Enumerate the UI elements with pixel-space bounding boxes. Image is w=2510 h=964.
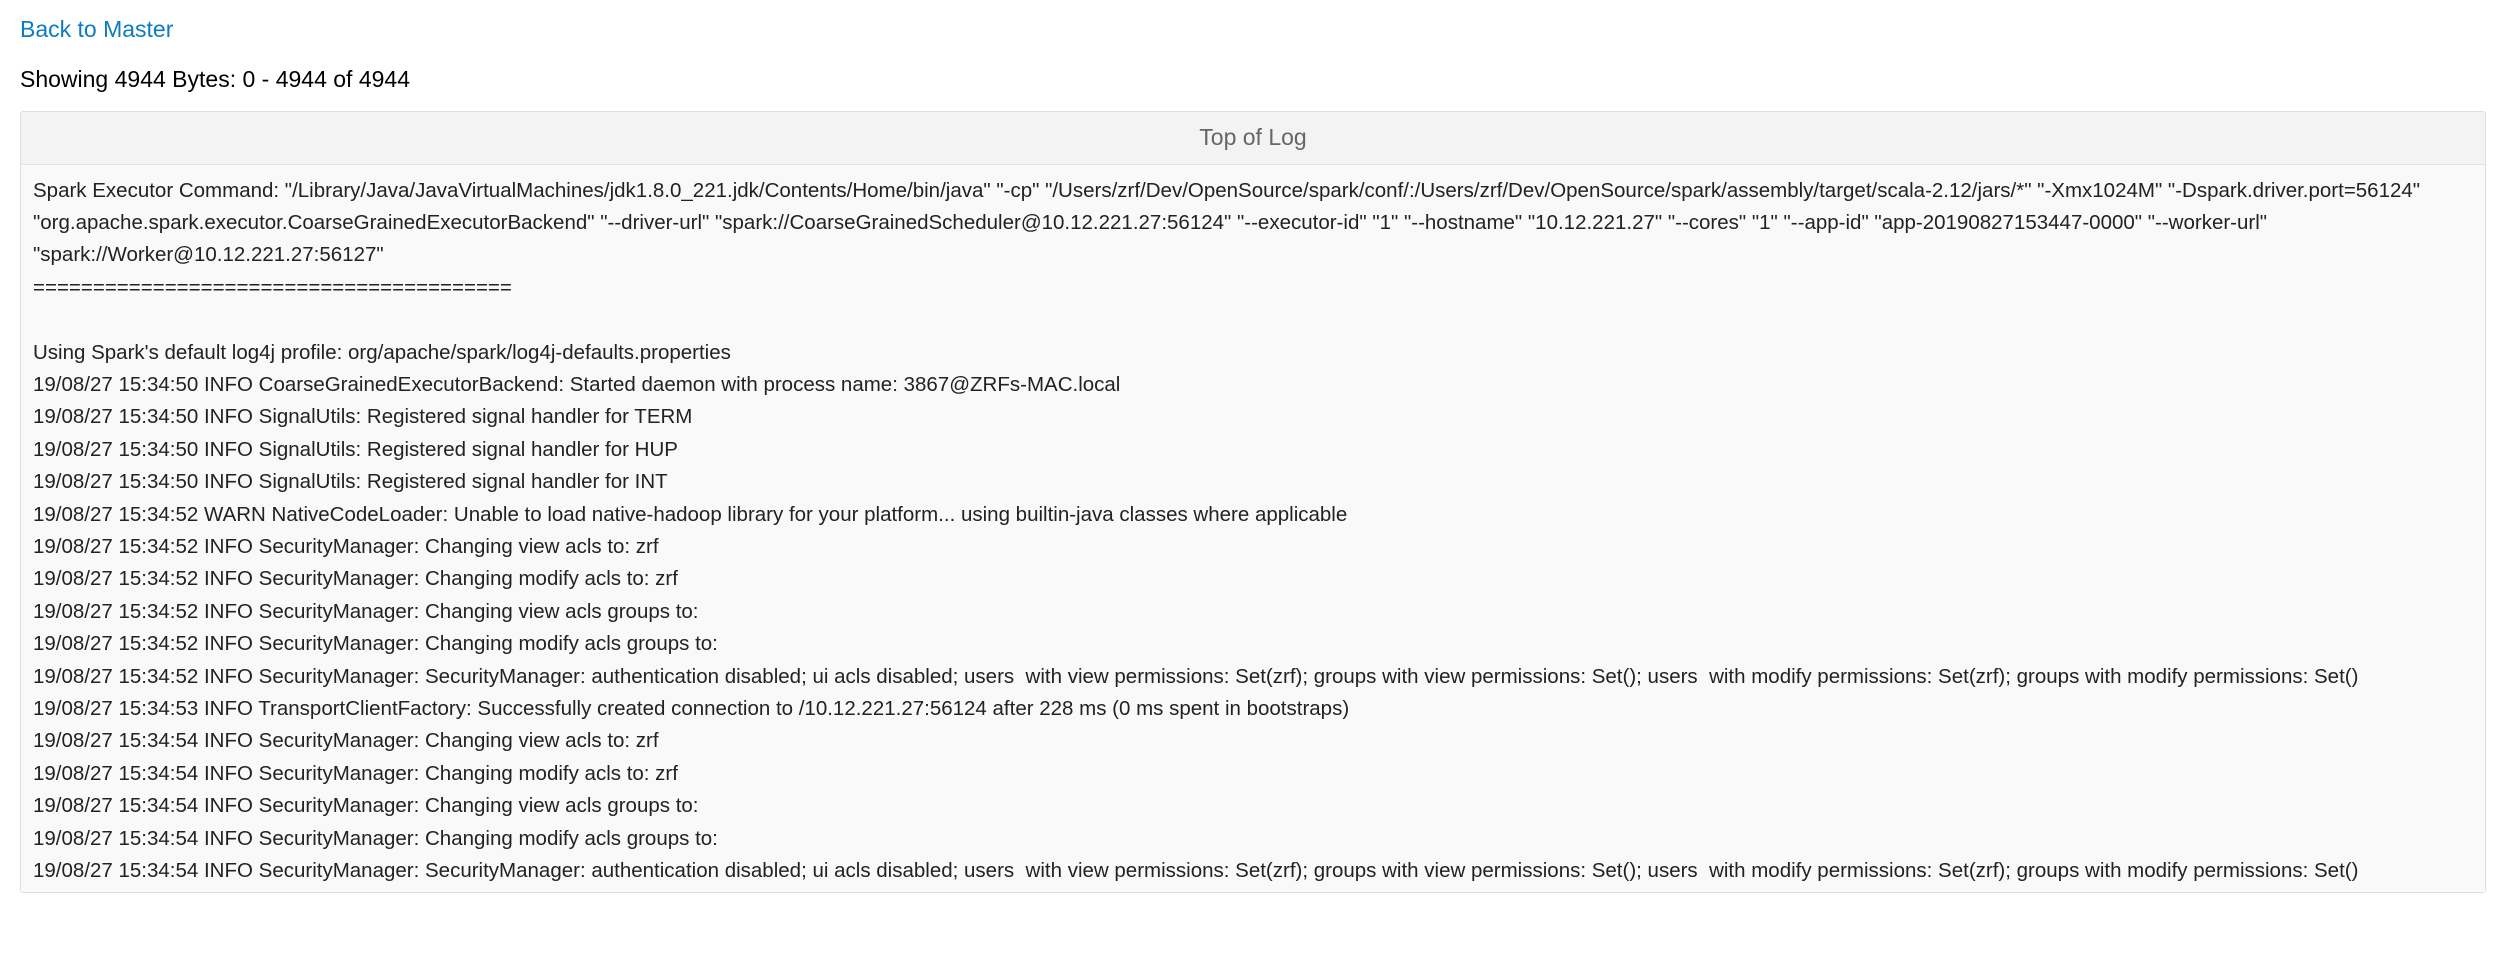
log-content[interactable] [21, 165, 2485, 892]
log-line: 19/08/27 15:34:50 INFO SignalUtils: Registered signal handler for TERM [33, 405, 693, 429]
log-line: 19/08/27 15:34:52 INFO SecurityManager: Changing modify acls groups to: [33, 632, 718, 656]
log-line: 19/08/27 15:34:54 INFO SecurityManager: SecurityManager: authentication disabled; ui acls disabled; users with view permissions: Set(zrf); groups with view permissions: Set(); users with modify permissions: Set(zrf); groups with modify permissions: Set() [33, 859, 2359, 883]
log-line: 19/08/27 15:34:54 INFO SecurityManager: Changing modify acls to: zrf [33, 761, 678, 785]
log-line: 19/08/27 15:34:50 INFO SignalUtils: Registered signal handler for INT [33, 470, 668, 494]
log-line: ======================================== [33, 275, 512, 299]
log-line: 19/08/27 15:34:50 INFO CoarseGrainedExecutorBackend: Started daemon with process name: 3867@ZRFs-MAC.local [33, 373, 1121, 397]
log-line: 19/08/27 15:34:54 INFO SecurityManager: Changing modify acls groups to: [33, 826, 718, 850]
log-line: 19/08/27 15:34:52 WARN NativeCodeLoader: Unable to load native-hadoop library for your platform... using builtin-java classes where applicable [33, 502, 1348, 526]
log-line [33, 304, 2473, 336]
log-line: 19/08/27 15:34:54 INFO SecurityManager: Changing view acls to: zrf [33, 729, 659, 753]
log-line: 19/08/27 15:34:54 INFO SecurityManager: Changing view acls groups to: [33, 794, 699, 818]
log-line: 19/08/27 15:34:50 INFO SignalUtils: Registered signal handler for HUP [33, 437, 678, 461]
showing-bytes-status: Showing 4944 Bytes: 0 - 4944 of 4944 [20, 65, 411, 92]
log-panel-header: Top of Log [21, 112, 2485, 165]
log-line: Using Spark's default log4j profile: org/apache/spark/log4j-defaults.properties [33, 340, 731, 364]
log-line: 19/08/27 15:34:52 INFO SecurityManager: Changing modify acls to: zrf [33, 567, 678, 591]
log-line: 19/08/27 15:34:52 INFO SecurityManager: Changing view acls groups to: [33, 599, 699, 623]
back-to-master-link[interactable]: Back to Master [20, 16, 174, 42]
log-panel [20, 111, 2486, 893]
log-line: 19/08/27 15:34:53 INFO TransportClientFactory: Successfully created connection to /10.12.221.27:56124 after 228 ms (0 ms spent in bootstraps) [33, 697, 1350, 721]
log-line: Spark Executor Command: "/Library/Java/JavaVirtualMachines/jdk1.8.0_221.jdk/Contents/Home/bin/java" "-cp" "/Users/zrf/Dev/OpenSource/spark/conf/:/Users/zrf/Dev/OpenSource/spark/assembly/target/scala-2.12/jars/*" "-Xmx1024M" "-Dspark.driver.port=56124" "org.apache.spark.executor.CoarseGrainedExecutorBackend" "--driver-url" "spark://CoarseGrainedScheduler@10.12.221.27:56124" "--executor-id" "1" "--hostname" "10.12.221.27" "--cores" "1" "--app-id" "app-20190827153447-0000" "--worker-url" "spark://Worker@10.12.221.27:56127" [33, 178, 2426, 267]
log-line: 19/08/27 15:34:52 INFO SecurityManager: SecurityManager: authentication disabled; ui acls disabled; users with view permissions: Set(zrf); groups with view permissions: Set(); users with modify permissions: Set(zrf); groups with modify permissions: Set() [33, 664, 2359, 688]
log-line: 19/08/27 15:34:52 INFO SecurityManager: Changing view acls to: zrf [33, 535, 659, 559]
